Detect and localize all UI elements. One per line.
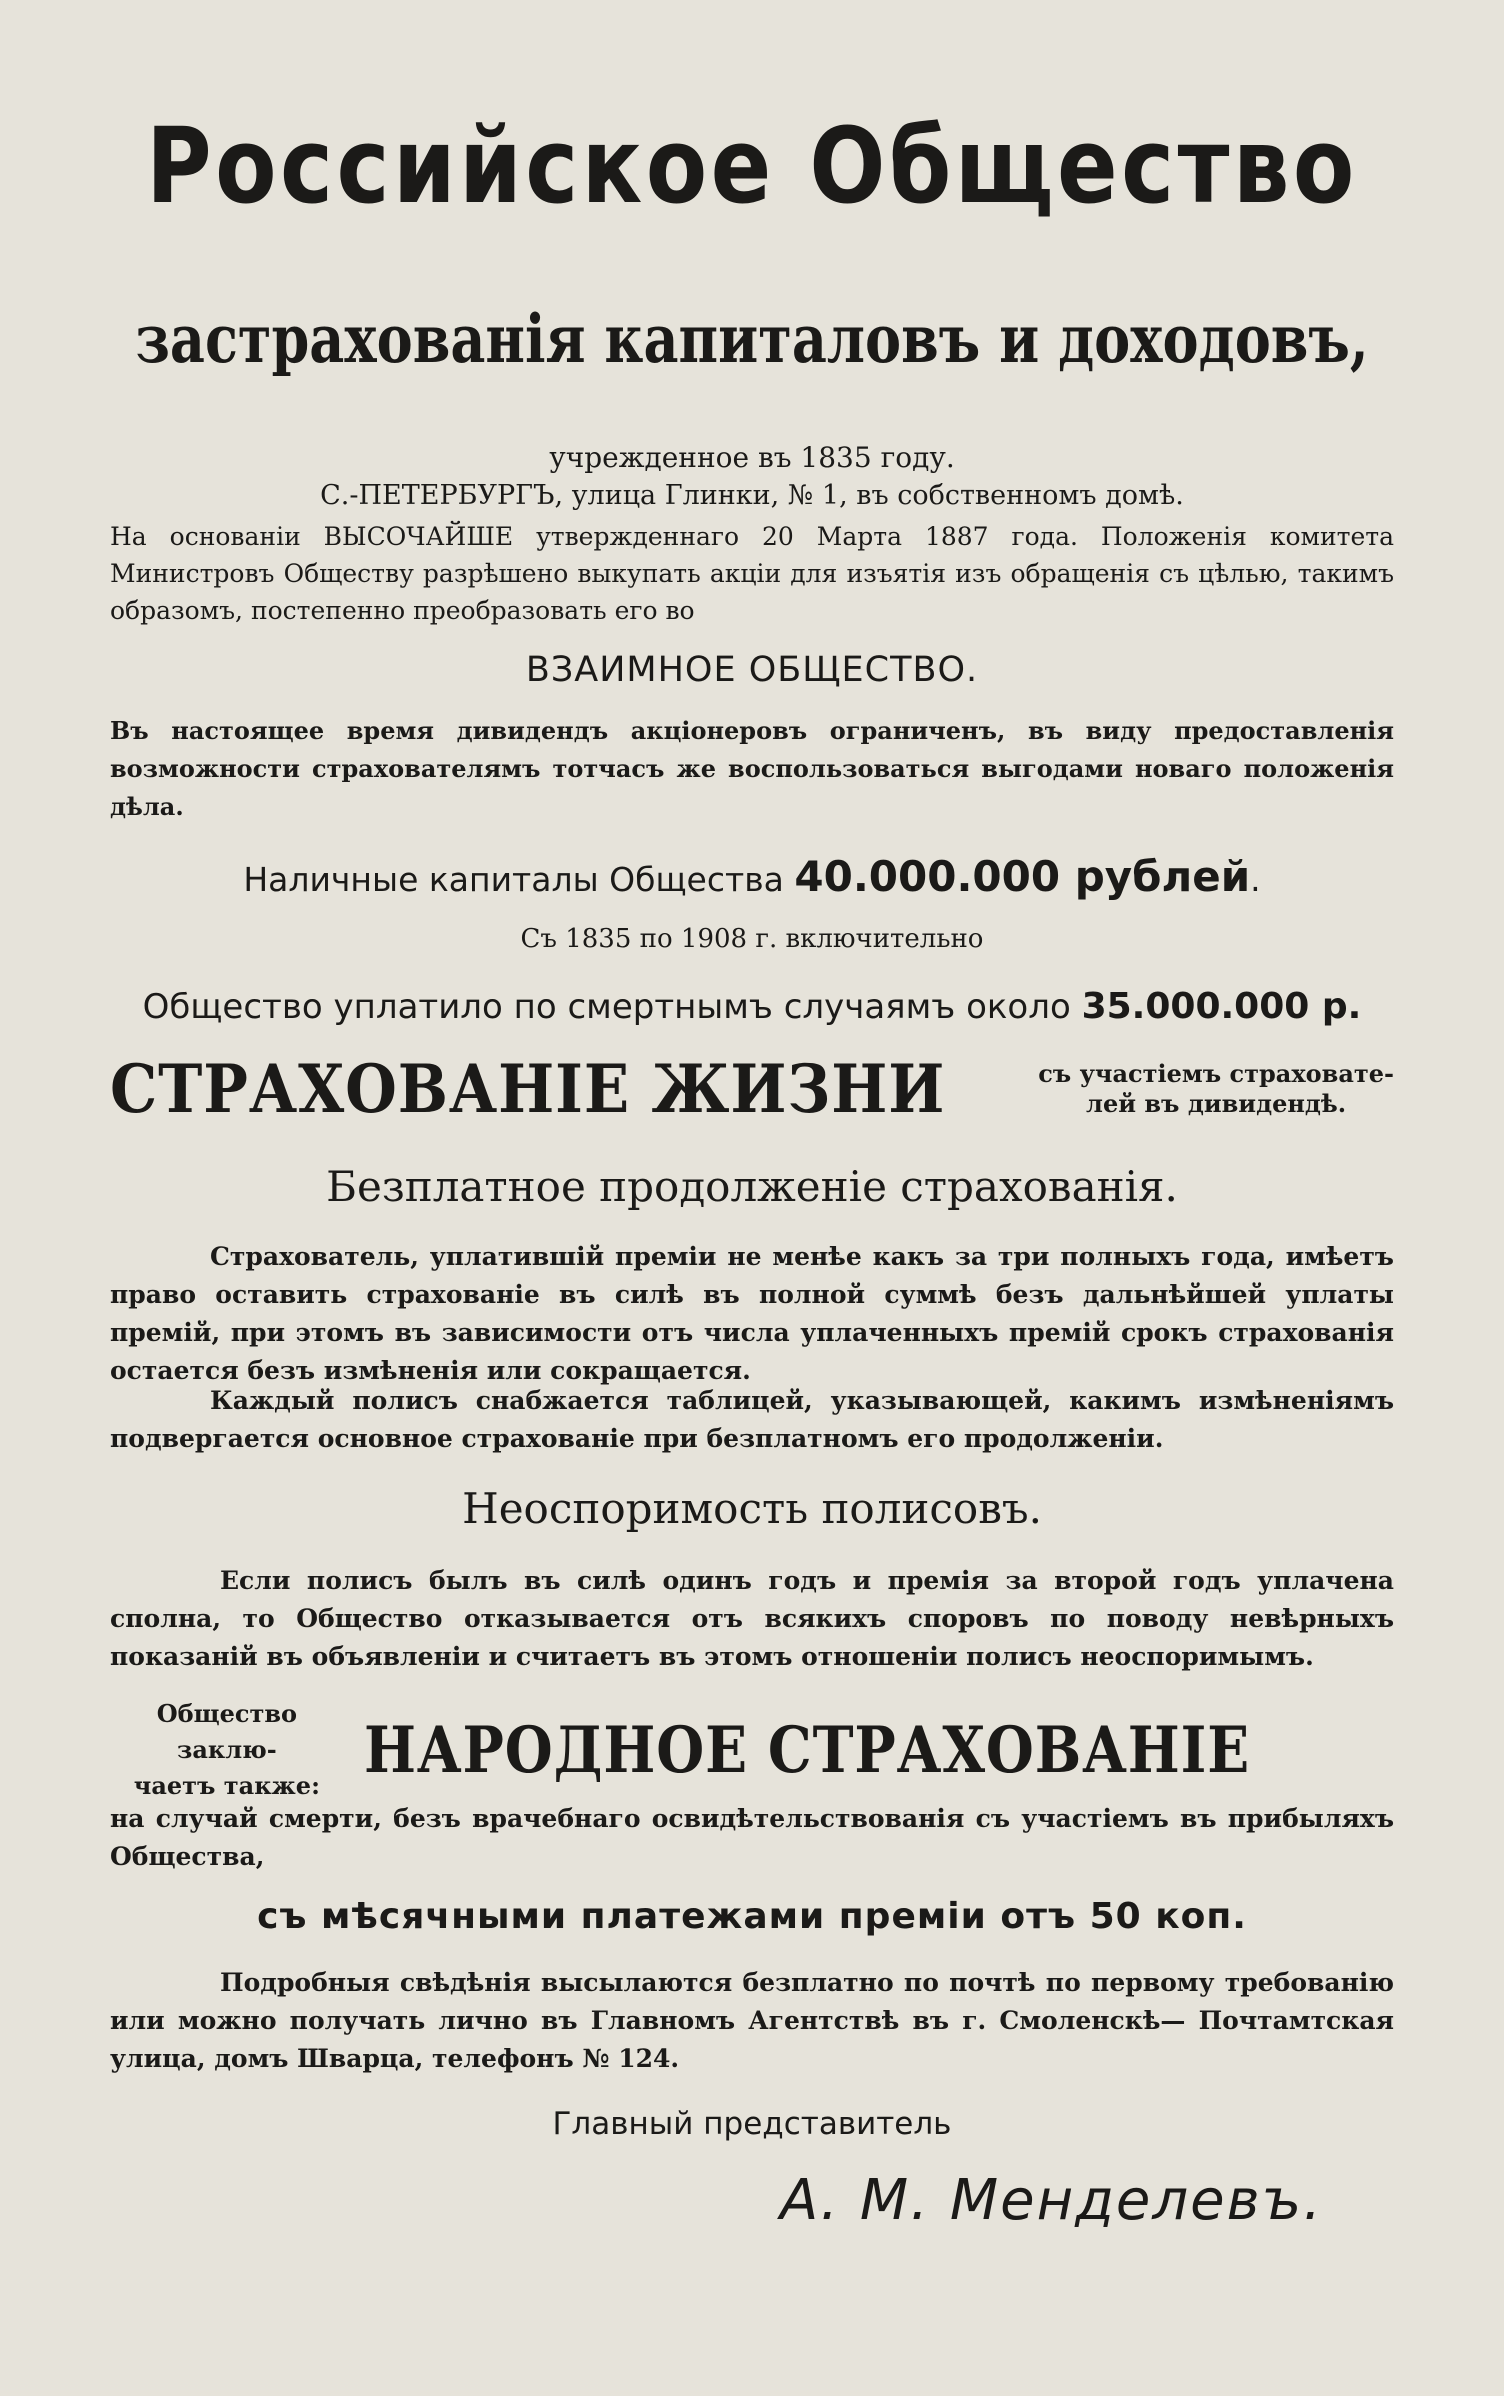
life-insurance-note-line1: съ участіемъ страховате- bbox=[1038, 1059, 1394, 1088]
representative-label: Главный представитель bbox=[552, 2106, 952, 2142]
popular-lead-line2: чаетъ также: bbox=[133, 1771, 320, 1800]
life-insurance-heading: СТРАХОВАНІЕ ЖИЗНИ bbox=[110, 1050, 946, 1128]
free-continuation-paragraph-2: Каждый полисъ снабжается таблицей, указывающей, какимъ измѣненіямъ подвергается основное страхованіе при безплатномъ его продолженіи. bbox=[110, 1386, 1394, 1453]
dividend-paragraph: Въ настоящее время дивидендъ акціонеровъ ограниченъ, въ виду предоставленія возможности страхователямъ тотчасъ же воспользоваться выгодами новаго положенія дѣла. bbox=[110, 716, 1394, 821]
popular-insurance-heading: НАРОДНОЕ СТРАХОВАНІЕ bbox=[363, 1712, 1250, 1788]
capital-end: . bbox=[1250, 860, 1261, 899]
founded-line: учрежденное въ 1835 году. bbox=[549, 441, 955, 474]
life-insurance-note-line2: лей въ дивидендѣ. bbox=[1086, 1089, 1347, 1118]
popular-insurance-row bbox=[110, 1696, 1394, 1804]
life-insurance-row bbox=[110, 1050, 1394, 1128]
popular-lead-line1: Общество заклю- bbox=[156, 1699, 298, 1764]
paid-amount: 35.000.000 р. bbox=[1081, 986, 1362, 1027]
incontestability-paragraph: Если полисъ былъ въ силѣ одинъ годъ и премія за второй годъ уплачена сполна, то Общество отказывается отъ всякихъ споровъ по поводу невѣрныхъ показаній въ объявленіи и считаетъ въ этомъ отношеніи полисъ неоспоримымъ. bbox=[110, 1566, 1394, 1671]
capital-line bbox=[110, 852, 1394, 901]
capital-label: Наличные капиталы Общества bbox=[243, 860, 784, 899]
popular-insurance-text: на случай смерти, безъ врачебнаго освидѣтельствованія съ участіемъ въ прибыляхъ Общества, bbox=[110, 1804, 1394, 1871]
address-line: С.-ПЕТЕРБУРГЪ, улица Глинки, № 1, въ собственномъ домѣ. bbox=[320, 480, 1184, 511]
free-continuation-heading: Безплатное продолженіе страхованія. bbox=[326, 1162, 1178, 1211]
capital-amount: 40.000.000 рублей bbox=[794, 852, 1251, 901]
page-title: Российское Общество bbox=[146, 105, 1358, 227]
details-paragraph: Подробныя свѣдѣнія высылаются безплатно по почтѣ по первому требованію или можно получать лично въ Главномъ Агентствѣ въ г. Смоленскѣ— Почтамтская улица, домъ Шварца, телефонъ № 124. bbox=[110, 1968, 1394, 2073]
signature: А. М. Менделевъ. bbox=[780, 2168, 1323, 2233]
monthly-payments-line: съ мѣсячными платежами преміи отъ 50 коп. bbox=[257, 1896, 1247, 1937]
paid-line bbox=[110, 986, 1394, 1027]
page-subtitle: застрахованія капиталовъ и доходовъ, bbox=[135, 300, 1369, 378]
life-insurance-note bbox=[1038, 1059, 1394, 1119]
intro-paragraph: На основаніи ВЫСОЧАЙШЕ утвержденнаго 20 Марта 1887 года. Положенія комитета Министровъ Обществу разрѣшено выкупать акціи для изъятія изъ обращенія съ цѣлью, такимъ образомъ, постепенно преобразовать его во bbox=[110, 522, 1394, 625]
period-line: Съ 1835 по 1908 г. включительно bbox=[520, 924, 984, 954]
incontestability-heading: Неоспоримость полисовъ. bbox=[462, 1484, 1042, 1533]
popular-insurance-lead bbox=[110, 1696, 344, 1804]
paid-label: Общество уплатило по смертнымъ случаямъ около bbox=[142, 987, 1071, 1027]
mutual-society-heading: ВЗАИМНОЕ ОБЩЕСТВО. bbox=[525, 650, 979, 690]
free-continuation-paragraph-1: Страхователь, уплатившій преміи не менѣе какъ за три полныхъ года, имѣетъ право оставить страхованіе въ силѣ въ полной суммѣ безъ дальнѣйшей уплаты премій, при этомъ въ зависимости отъ числа уплаченныхъ премій срокъ страхованія остается безъ измѣненія или сокращается. bbox=[110, 1242, 1394, 1385]
